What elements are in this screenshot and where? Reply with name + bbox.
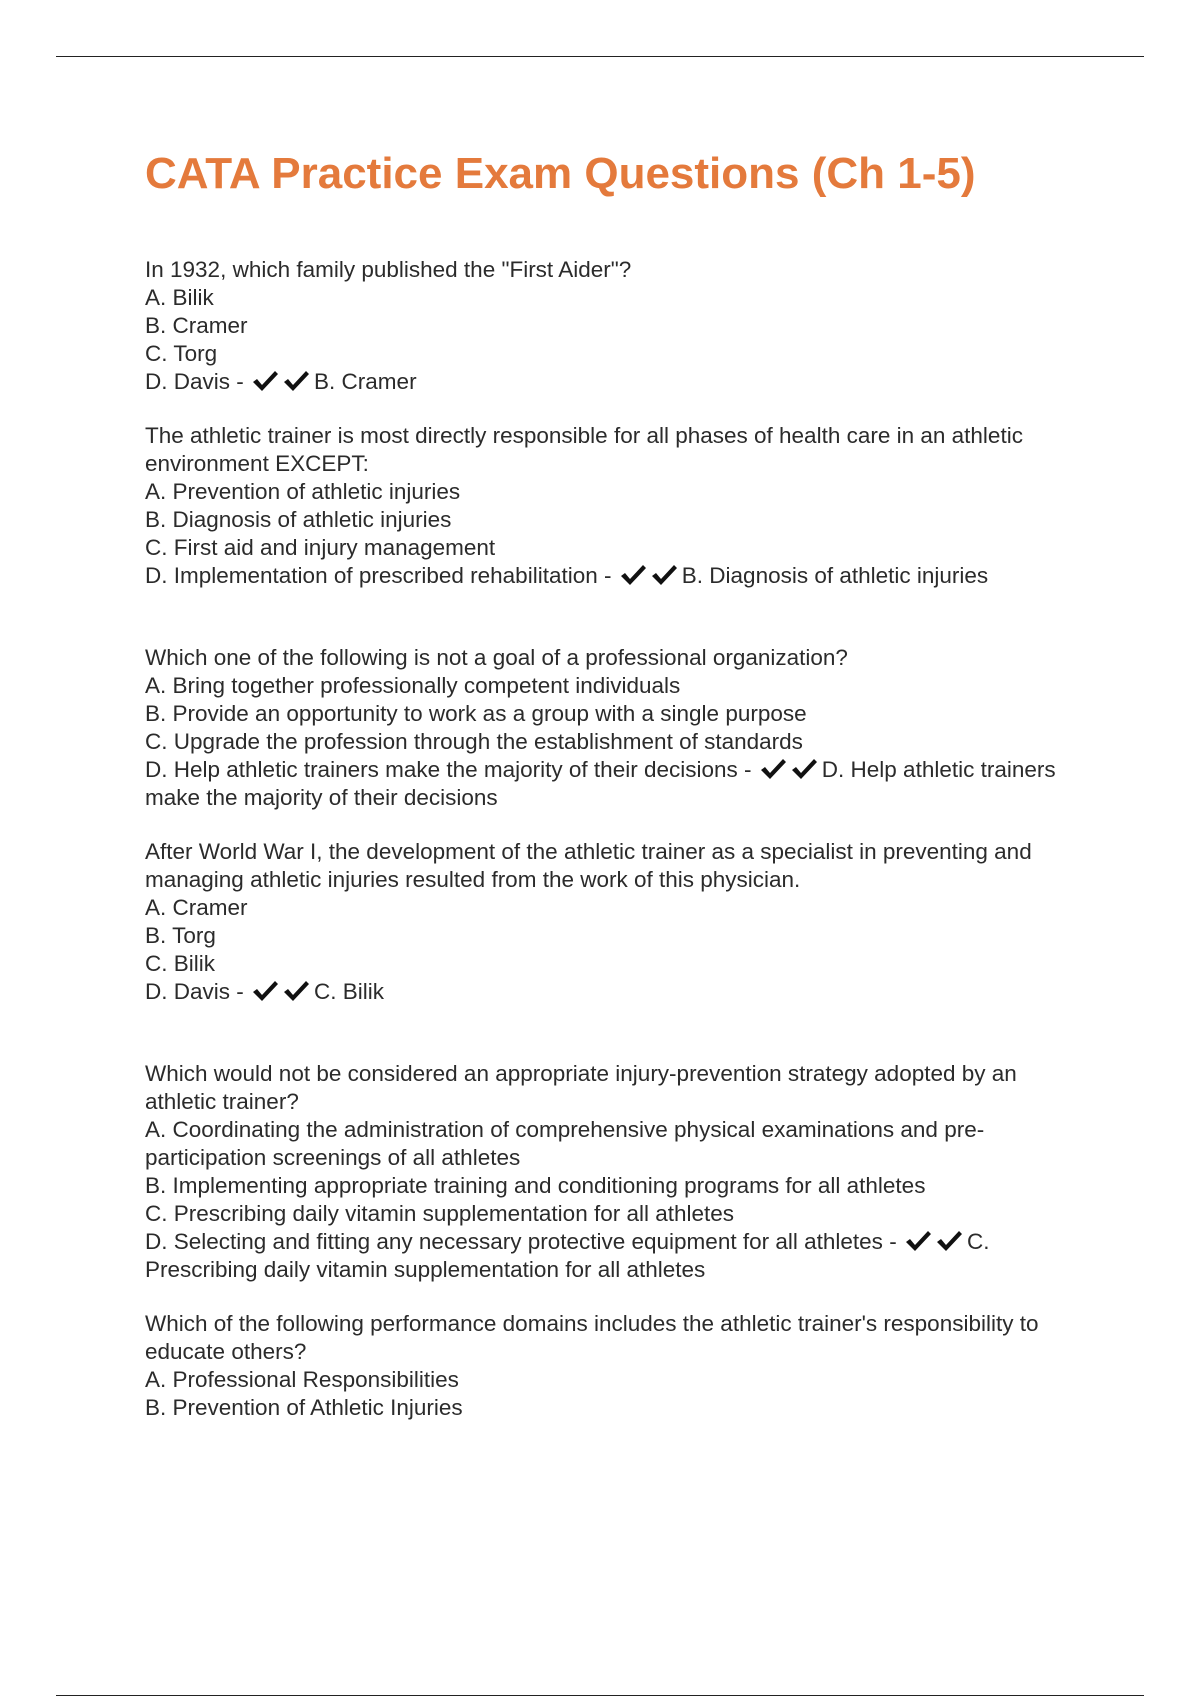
question-stem: Which of the following performance domains includes the athletic trainer's responsibility to educate others? (145, 1311, 1039, 1364)
option-c: C. Torg (145, 341, 218, 366)
option-a: A. Professional Responsibilities (145, 1367, 459, 1392)
option-d: D. Selecting and fitting any necessary protective equipment for all athletes (145, 1229, 883, 1254)
question-5 (145, 1060, 1090, 1284)
question-1 (145, 256, 1090, 396)
answer-separator: - (604, 563, 612, 588)
option-d-with-answer (145, 562, 1090, 590)
question-6 (145, 1310, 1090, 1422)
checkmark-icon (936, 1230, 963, 1252)
option-d-with-answer (145, 978, 1090, 1006)
option-c: C. Upgrade the profession through the establishment of standards (145, 729, 803, 754)
question-3 (145, 644, 1090, 812)
checkmark-icon (252, 370, 279, 392)
option-a: A. Coordinating the administration of comprehensive physical examinations and pre-participation screenings of all athletes (145, 1117, 985, 1170)
checkmark-icon (791, 758, 818, 780)
checkmark-icon (252, 980, 279, 1002)
option-a: A. Bilik (145, 285, 214, 310)
option-b: B. Cramer (145, 313, 248, 338)
option-d: D. Davis (145, 369, 231, 394)
option-d-with-answer (145, 756, 1090, 812)
question-stem: Which one of the following is not a goal of a professional organization? (145, 645, 848, 670)
option-d: D. Davis (145, 979, 231, 1004)
option-a: A. Bring together professionally competent individuals (145, 673, 681, 698)
answer-separator: - (236, 979, 244, 1004)
option-d: D. Implementation of prescribed rehabilitation (145, 563, 598, 588)
question-list (145, 256, 1090, 1422)
header-rule (56, 56, 1144, 57)
answer-text: B. Diagnosis of athletic injuries (681, 563, 989, 588)
option-b: B. Implementing appropriate training and conditioning programs for all athletes (145, 1173, 926, 1198)
option-b: B. Provide an opportunity to work as a group with a single purpose (145, 701, 807, 726)
checkmark-icon (283, 370, 310, 392)
question-4 (145, 838, 1090, 1006)
option-d-with-answer (145, 1228, 1090, 1284)
checkmark-icon (620, 564, 647, 586)
option-d: D. Help athletic trainers make the majority of their decisions (145, 757, 738, 782)
option-a: A. Cramer (145, 895, 248, 920)
answer-separator: - (744, 757, 752, 782)
question-stem: After World War I, the development of the athletic trainer as a specialist in preventing and managing athletic injuries resulted from the work of this physician. (145, 839, 1032, 892)
question-2 (145, 422, 1090, 590)
checkmark-icon (760, 758, 787, 780)
option-b: B. Diagnosis of athletic injuries (145, 507, 452, 532)
answer-separator: - (889, 1229, 897, 1254)
footer-rule (56, 1695, 1144, 1696)
answer-separator: - (236, 369, 244, 394)
checkmark-icon (651, 564, 678, 586)
page-title: CATA Practice Exam Questions (Ch 1-5) (145, 149, 976, 198)
option-a: A. Prevention of athletic injuries (145, 479, 461, 504)
question-stem: Which would not be considered an appropriate injury-prevention strategy adopted by an athletic trainer? (145, 1061, 1017, 1114)
checkmark-icon (283, 980, 310, 1002)
answer-text: B. Cramer (314, 369, 417, 394)
option-c: C. Bilik (145, 951, 216, 976)
answer-text: D. Help athletic trainers make the majority of their decisions (145, 757, 1056, 810)
question-stem: The athletic trainer is most directly responsible for all phases of health care in an athletic environment EXCEPT: (145, 423, 1023, 476)
option-d-with-answer (145, 368, 1090, 396)
option-c: C. Prescribing daily vitamin supplementation for all athletes (145, 1201, 735, 1226)
answer-text: C. Bilik (314, 979, 385, 1004)
question-stem: In 1932, which family published the "First Aider"? (145, 257, 632, 282)
option-b: B. Torg (145, 923, 216, 948)
answer-text: C. Prescribing daily vitamin supplementation for all athletes (145, 1229, 990, 1282)
checkmark-icon (905, 1230, 932, 1252)
option-c: C. First aid and injury management (145, 535, 496, 560)
option-b: B. Prevention of Athletic Injuries (145, 1395, 463, 1420)
